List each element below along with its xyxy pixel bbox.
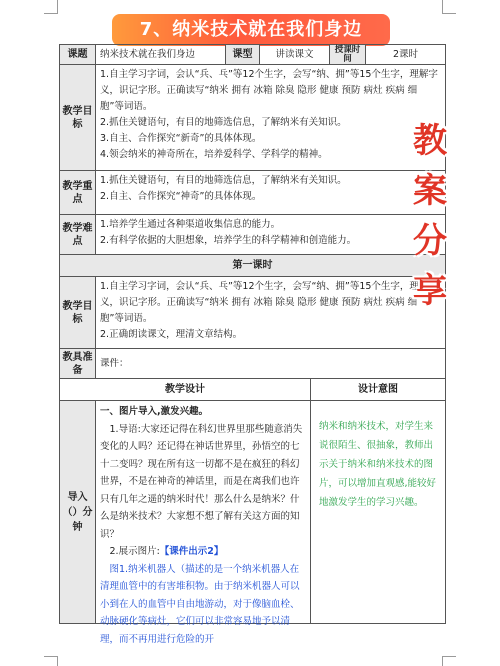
intent-header: 设计意图	[358, 383, 398, 395]
intro-para1: 1.导语:大家还记得在科幻世界里那些随意消失变化的人吗？还记得在神话世界里，孙悟空的七十二变吗？现在所有这一切都不是在疯狂的科幻世界，不是在神奇的神话里，而是在离我们也许只有几年之遥的纳米时代！那么什么是纳米？什么是纳米技术？大家想不想了解有关这方面的知识？	[100, 423, 303, 540]
courseware-link[interactable]: 【课件出示2】	[159, 546, 224, 557]
topic-label: 课题	[60, 45, 96, 64]
stamp-char-1: 教	[413, 121, 447, 161]
stamp-char-4: 享	[413, 271, 447, 311]
page-title: 7、纳米技术就在我们身边	[139, 19, 363, 40]
difficulties-label: 教学难点	[60, 215, 96, 254]
goals2-label: 教学目标	[60, 277, 96, 348]
goal-item: 1.自主学习字词，会认“兵、乓”等12个生字，会写“纳、拥”等15个生字，理解字义，识记字形。正确读写“纳米 拥有 冰箱 除臭 隐形 健康 预防 病灶 疾病 细胞”等词语。	[100, 69, 438, 112]
prep-value: 课件：	[100, 357, 129, 369]
goals-content	[96, 65, 445, 170]
goal-item: 2.抓住关键语句，有目的地筛选信息，了解纳米有关知识。	[100, 117, 347, 128]
title-banner	[112, 14, 390, 46]
first-lesson-heading: 第一课时	[232, 259, 273, 271]
intro-content	[96, 401, 311, 645]
intro-label: 导入（）分钟	[60, 401, 96, 623]
stamp-char-3: 分	[413, 221, 447, 261]
design-header-row	[60, 379, 445, 401]
crop-mark-top-left	[44, 0, 58, 14]
keypoint-item: 2.自主、合作探究“神奇”的具体体现。	[100, 191, 262, 202]
prep-label: 教具准备	[60, 349, 96, 378]
goal-item: 3.自主、合作探究“新奇”的具体体现。	[100, 133, 262, 144]
time-value: 2课时	[392, 48, 419, 60]
intro-intent: 纳米和纳米技术，对学生来说很陌生、很抽象，教师出示关于纳米和纳米技术的图片，可以增加直观感,能较好地激发学生的学习兴趣。	[319, 421, 437, 508]
keypoints-row	[60, 171, 445, 215]
goal2-item: 2.正确朗读课文，理清文章结构。	[100, 329, 243, 340]
goals-row	[60, 65, 445, 171]
first-lesson-row	[60, 255, 445, 277]
goal2-item: 1.自主学习字词，会认“兵、乓”等12个生字，会写“纳、拥”等15个生字，理解字义，识记字形。正确读写“纳米 拥有 冰箱 除臭 隐形 健康 预防 病灶 疾病 细胞”等词语。	[100, 281, 438, 324]
keypoints-content	[96, 171, 445, 214]
intro-heading: 一、图片导入,激发兴趣。	[100, 406, 209, 417]
goals-label: 教学目标	[60, 65, 96, 170]
intro-para2-prefix: 2.展示图片:	[109, 546, 160, 557]
crop-mark-top-right	[442, 0, 456, 14]
topic-value: 纳米技术就在我们身边	[96, 45, 226, 64]
goal-item: 4.领会纳米的神奇所在，培养爱科学、学科学的精神。	[100, 149, 328, 160]
time-label: 授课时间	[330, 45, 366, 64]
difficulties-content	[96, 215, 445, 254]
difficulty-item: 1.培养学生通过各种渠道收集信息的能力。	[100, 219, 281, 230]
difficulty-item: 2.有科学依据的大胆想象，培养学生的科学精神和创造能力。	[100, 235, 357, 246]
intro-row	[60, 401, 445, 645]
difficulties-row	[60, 215, 445, 255]
intro-para2	[100, 543, 306, 561]
stamp-char-2: 案	[413, 171, 447, 211]
header-row	[60, 45, 445, 65]
goals2-row	[60, 277, 445, 349]
type-value: 讲读课文	[260, 45, 330, 64]
goals2-content	[96, 277, 445, 348]
keypoint-item: 1.抓住关键语句，有目的地筛选信息，了解纳米有关知识。	[100, 175, 347, 186]
type-label: 课型	[226, 45, 260, 64]
keypoints-label: 教学重点	[60, 171, 96, 214]
design-header: 教学设计	[60, 379, 311, 400]
intro-para3: 图1.纳米机器人（描述的是一个纳米机器人在清理血管中的有害堆积物。由于纳米机器人可以小到在人的血管中自由地游动，对于像脑血栓、动脉硬化等病灶，它们可以非常容易地予以清理，而不再用进行危险的开	[100, 563, 300, 645]
crop-mark-bottom-left	[44, 656, 58, 666]
crop-mark-bottom-right	[442, 656, 456, 666]
prep-row	[60, 349, 445, 379]
lesson-plan-table	[59, 44, 446, 645]
